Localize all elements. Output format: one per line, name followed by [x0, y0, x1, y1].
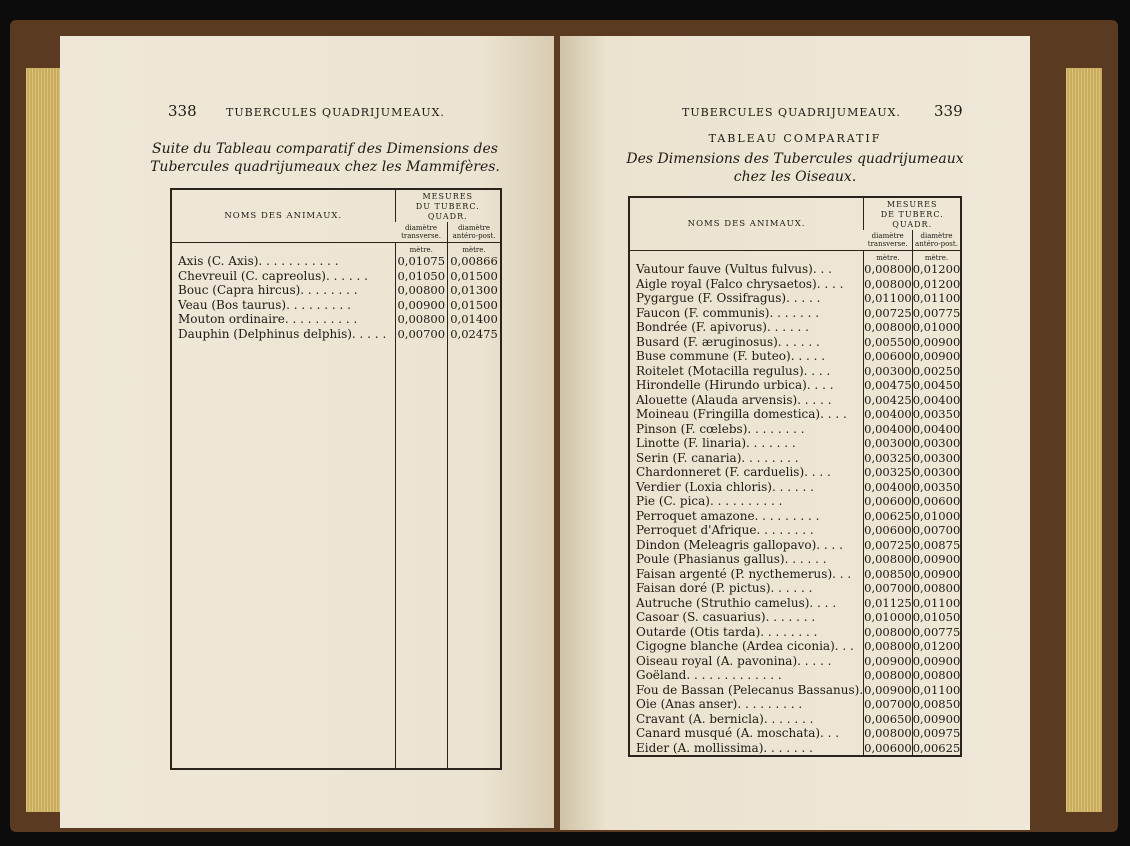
value-antero-post: 0,01300 — [448, 283, 501, 298]
bird-name: Linotte (F. linaria). . . . . . . — [636, 436, 796, 450]
value-antero-post: 0,01200 — [912, 262, 961, 276]
unit-label: mètre. — [864, 251, 913, 263]
value-antero-post: 0,00400 — [912, 421, 961, 436]
value-transverse: 0,00650 — [864, 711, 912, 726]
value-transverse: 0,00400 — [864, 479, 912, 494]
table-row — [629, 320, 961, 335]
value-antero-post: 0,01200 — [912, 276, 961, 291]
value-transverse: 0,00900 — [395, 298, 448, 313]
bird-name: Vautour fauve (Vultus fulvus). . . — [636, 262, 832, 276]
bird-name: Autruche (Struthio camelus). . . . — [636, 595, 837, 610]
subheader-transverse: diamètre transverse. — [395, 222, 448, 243]
value-antero-post: 0,00350 — [912, 407, 961, 421]
value-antero-post: 0,00300 — [912, 450, 961, 465]
value-transverse: 0,01075 — [395, 254, 448, 269]
value-antero-post: 0,00775 — [912, 305, 961, 320]
value-transverse: 0,00325 — [864, 465, 912, 479]
value-antero-post: 0,00900 — [912, 711, 961, 726]
column-header-names: NOMS DES ANIMAUX. — [171, 189, 395, 243]
value-antero-post: 0,00300 — [912, 436, 961, 450]
table-row — [629, 465, 961, 480]
value-transverse: 0,00800 — [864, 668, 912, 682]
column-header-names: NOMS DES ANIMAUX. — [629, 197, 864, 251]
right-page — [560, 36, 1030, 830]
value-transverse: 0,00600 — [864, 523, 912, 537]
bird-name: Hirondelle (Hirundo urbica). . . . — [636, 378, 834, 392]
value-transverse: 0,00800 — [864, 276, 912, 291]
table-row — [629, 639, 961, 654]
value-transverse: 0,00800 — [395, 283, 448, 298]
table-row — [171, 312, 501, 327]
bird-name: Bondrée (F. apivorus). . . . . . — [636, 320, 809, 334]
subheader-antero-post: diamètre antéro-post. — [448, 222, 501, 243]
value-transverse: 0,00725 — [864, 537, 912, 552]
bird-name: Moineau (Fringilla domestica). . . . — [636, 407, 847, 421]
value-transverse: 0,00600 — [864, 349, 912, 363]
table-row — [629, 480, 961, 495]
animal-name: Chevreuil (C. capreolus). . . . . . — [178, 268, 368, 283]
value-transverse: 0,00700 — [864, 581, 912, 595]
bird-name: Perroquet d'Afrique. . . . . . . . — [636, 523, 814, 537]
value-antero-post: 0,00600 — [912, 494, 961, 508]
table-caption: TABLEAU COMPARATIF — [708, 132, 882, 145]
table-row — [629, 291, 961, 306]
table-row — [629, 625, 961, 640]
bird-name: Busard (F. æruginosus). . . . . . — [636, 334, 820, 349]
table-row — [629, 596, 961, 611]
table-row — [629, 552, 961, 567]
value-antero-post: 0,02475 — [448, 327, 501, 342]
table-row — [629, 349, 961, 364]
value-transverse: 0,00800 — [864, 552, 912, 566]
table-row — [629, 335, 961, 350]
table-row — [629, 697, 961, 712]
subheader-antero-post: diamètre antéro-post. — [912, 230, 961, 251]
bird-name: Faisan doré (P. pictus). . . . . . — [636, 581, 813, 595]
table-row — [629, 277, 961, 292]
value-antero-post: 0,00900 — [912, 334, 961, 349]
bird-name: Dindon (Meleagris gallopavo). . . . — [636, 537, 843, 552]
column-header-measures — [395, 189, 501, 222]
value-transverse: 0,00850 — [864, 566, 912, 581]
table-row — [171, 298, 501, 313]
table-row — [629, 494, 961, 509]
value-antero-post: 0,00975 — [912, 726, 961, 740]
measures-line-2: DU TUBERC. QUADR. — [415, 202, 480, 221]
bird-name: Cigogne blanche (Ardea ciconia). . . — [636, 639, 854, 653]
value-transverse: 0,00300 — [864, 363, 912, 378]
table-row — [629, 741, 961, 757]
bird-name: Alouette (Alauda arvensis). . . . . — [636, 392, 832, 407]
bird-name: Oiseau royal (A. pavonina). . . . . — [636, 653, 832, 668]
bird-name: Pygargue (F. Ossifragus). . . . . — [636, 291, 821, 305]
value-antero-post: 0,00800 — [912, 668, 961, 682]
column-header-measures — [864, 197, 962, 230]
dimensions-table — [628, 196, 962, 757]
table-row — [629, 306, 961, 321]
animal-name: Dauphin (Delphinus delphis). . . . . — [178, 326, 387, 341]
table-row — [171, 269, 501, 284]
table-row — [629, 668, 961, 683]
value-antero-post: 0,01000 — [912, 320, 961, 334]
value-transverse: 0,00725 — [864, 305, 912, 320]
value-antero-post: 0,01500 — [448, 298, 501, 313]
table-row — [629, 407, 961, 422]
table-row — [629, 567, 961, 582]
unit-label: mètre. — [912, 251, 961, 263]
table-row — [629, 538, 961, 553]
value-transverse: 0,01100 — [864, 291, 912, 305]
value-antero-post: 0,00775 — [912, 624, 961, 639]
value-transverse: 0,00425 — [864, 392, 912, 407]
value-antero-post: 0,00400 — [912, 392, 961, 407]
value-antero-post: 0,01100 — [912, 682, 961, 697]
bird-name: Pinson (F. cœlebs). . . . . . . . — [636, 421, 805, 436]
measures-line-2: DE TUBERC. QUADR. — [880, 210, 944, 229]
running-head: TUBERCULES QUADRIJUMEAUX. — [226, 106, 445, 119]
bird-name: Casoar (S. casuarius). . . . . . . — [636, 610, 816, 624]
value-antero-post: 0,00900 — [912, 653, 961, 668]
page-title — [600, 150, 990, 186]
value-transverse: 0,00800 — [864, 262, 912, 276]
value-transverse: 0,00800 — [395, 312, 448, 327]
bird-name: Faucon (F. communis). . . . . . . — [636, 305, 820, 320]
bird-name: Oie (Anas anser). . . . . . . . . — [636, 697, 803, 711]
unit-label: mètre. — [448, 243, 501, 255]
bird-name: Buse commune (F. buteo). . . . . — [636, 349, 826, 363]
table-row — [629, 581, 961, 596]
title-line-2: Tubercules quadrijumeaux chez les Mammifères. — [150, 159, 500, 175]
animal-name: Bouc (Capra hircus). . . . . . . . — [178, 283, 358, 297]
animal-name: Veau (Bos taurus). . . . . . . . . — [178, 297, 351, 312]
value-transverse: 0,00900 — [864, 682, 912, 697]
bird-name: Poule (Phasianus gallus). . . . . . — [636, 552, 827, 566]
value-antero-post: 0,01500 — [448, 269, 501, 284]
table-row — [629, 436, 961, 451]
running-head: TUBERCULES QUADRIJUMEAUX. — [682, 106, 901, 119]
table-row — [629, 610, 961, 625]
value-antero-post: 0,01100 — [912, 595, 961, 610]
animal-name: Mouton ordinaire. . . . . . . . . . — [178, 312, 358, 326]
value-transverse: 0,01000 — [864, 610, 912, 624]
title-line-2: chez les Oiseaux. — [733, 169, 857, 185]
table-row — [629, 422, 961, 437]
value-antero-post: 0,01050 — [912, 610, 961, 624]
value-antero-post: 0,00850 — [912, 697, 961, 711]
table-row — [629, 683, 961, 698]
table-row — [629, 523, 961, 538]
value-antero-post: 0,00300 — [912, 465, 961, 479]
value-transverse: 0,00700 — [864, 697, 912, 711]
value-transverse: 0,00700 — [395, 327, 448, 342]
bird-name: Chardonneret (F. carduelis). . . . — [636, 465, 831, 479]
value-antero-post: 0,00250 — [912, 363, 961, 378]
table-row — [629, 378, 961, 393]
value-antero-post: 0,01200 — [912, 639, 961, 653]
value-transverse: 0,00800 — [864, 624, 912, 639]
value-antero-post: 0,00900 — [912, 566, 961, 581]
value-antero-post: 0,00625 — [912, 740, 961, 755]
value-antero-post: 0,00700 — [912, 523, 961, 537]
measures-line-1: MESURES — [422, 192, 474, 201]
value-transverse: 0,00400 — [864, 407, 912, 421]
page-number: 338 — [168, 102, 197, 120]
bird-name: Serin (F. canaria). . . . . . . . — [636, 450, 799, 465]
bird-name: Outarde (Otis tarda). . . . . . . . — [636, 624, 818, 639]
bird-name: Fou de Bassan (Pelecanus Bassanus). — [636, 682, 864, 697]
value-antero-post: 0,00900 — [912, 349, 961, 363]
value-antero-post: 0,00450 — [912, 378, 961, 392]
measures-line-1: MESURES — [886, 200, 938, 209]
bird-name: Aigle royal (Falco chrysaetos). . . . — [636, 276, 844, 291]
bird-name: Cravant (A. bernicla). . . . . . . — [636, 711, 814, 726]
table-row — [629, 364, 961, 379]
value-antero-post: 0,00900 — [912, 552, 961, 566]
value-transverse: 0,01125 — [864, 595, 912, 610]
table-row — [629, 726, 961, 741]
value-transverse: 0,00625 — [864, 508, 912, 523]
value-antero-post: 0,01100 — [912, 291, 961, 305]
bird-name: Goëland. . . . . . . . . . . . . — [636, 668, 782, 682]
value-transverse: 0,00800 — [864, 320, 912, 334]
value-transverse: 0,00600 — [864, 740, 912, 755]
bird-name: Verdier (Loxia chloris). . . . . . — [636, 479, 814, 494]
value-transverse: 0,00800 — [864, 639, 912, 653]
value-antero-post: 0,00866 — [448, 254, 501, 269]
table-row — [629, 712, 961, 727]
value-transverse: 0,00800 — [864, 726, 912, 740]
value-antero-post: 0,00875 — [912, 537, 961, 552]
bird-name: Canard musqué (A. moschata). . . — [636, 726, 840, 740]
table-row — [171, 254, 501, 269]
title-line-1: Des Dimensions des Tubercules quadrijumeaux — [626, 151, 964, 167]
bird-name: Faisan argenté (P. nycthemerus). . . — [636, 566, 852, 581]
value-antero-post: 0,00350 — [912, 479, 961, 494]
page-edges-right — [1066, 68, 1102, 812]
table-row — [629, 393, 961, 408]
unit-label: mètre. — [395, 243, 448, 255]
table-row — [171, 327, 501, 342]
table-row — [629, 509, 961, 524]
subheader-transverse: diamètre transverse. — [864, 230, 913, 251]
value-antero-post: 0,01400 — [448, 312, 501, 327]
page-number: 339 — [934, 102, 963, 120]
value-transverse: 0,00475 — [864, 378, 912, 392]
value-transverse: 0,00325 — [864, 450, 912, 465]
value-transverse: 0,00900 — [864, 653, 912, 668]
animal-name: Axis (C. Axis). . . . . . . . . . . — [178, 254, 339, 268]
bird-name: Roitelet (Motacilla regulus). . . . — [636, 363, 831, 378]
bird-name: Pie (C. pica). . . . . . . . . . — [636, 494, 783, 508]
value-transverse: 0,00550 — [864, 334, 912, 349]
dimensions-table — [170, 188, 502, 770]
table-row — [629, 451, 961, 466]
value-antero-post: 0,00800 — [912, 581, 961, 595]
value-transverse: 0,01050 — [395, 269, 448, 284]
page-title — [120, 140, 530, 176]
value-transverse: 0,00300 — [864, 436, 912, 450]
table-row — [629, 262, 961, 277]
table-row — [171, 283, 501, 298]
left-page — [60, 36, 554, 828]
title-line-1: Suite du Tableau comparatif des Dimensions des — [152, 141, 498, 157]
table-row — [629, 654, 961, 669]
value-transverse: 0,00600 — [864, 494, 912, 508]
bird-name: Perroquet amazone. . . . . . . . . — [636, 508, 820, 523]
bird-name: Eider (A. mollissima). . . . . . . — [636, 740, 813, 755]
value-antero-post: 0,01000 — [912, 508, 961, 523]
value-transverse: 0,00400 — [864, 421, 912, 436]
